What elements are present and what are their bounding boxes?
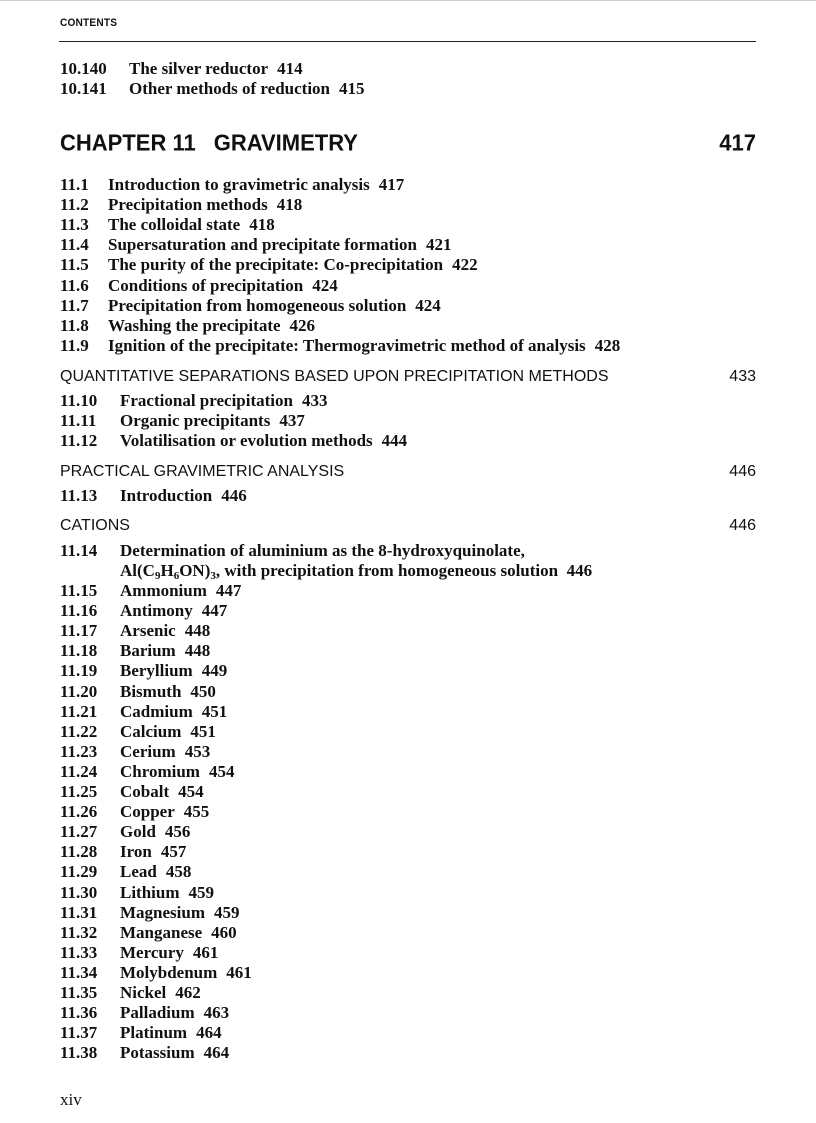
formula-part: ON) xyxy=(179,561,211,580)
entry-title: Platinum xyxy=(120,1023,188,1043)
entry-number: 11.10 xyxy=(60,391,98,410)
entry-title: The purity of the precipitate: Co-precipitation xyxy=(108,255,444,275)
entry-title: Magnesium xyxy=(120,902,205,922)
toc-entry xyxy=(60,742,210,762)
entry-page: 426 xyxy=(289,315,316,335)
toc-entry xyxy=(60,391,327,411)
entry-number: 11.13 xyxy=(60,486,98,505)
entry-page: 417 xyxy=(378,175,405,194)
entry-number: 11.36 xyxy=(60,1003,98,1023)
toc-entry xyxy=(60,1043,229,1063)
toc-entry xyxy=(60,59,303,79)
entry-number: 11.35 xyxy=(60,983,98,1002)
entry-page: 464 xyxy=(196,1023,222,1043)
entry-number: 11.27 xyxy=(60,822,98,842)
entry-page: 461 xyxy=(192,942,219,962)
section-page: 446 xyxy=(729,517,756,534)
entry-title: Lead xyxy=(120,862,157,882)
section-page: 446 xyxy=(729,463,756,480)
toc-entry xyxy=(60,963,252,983)
toc-entry xyxy=(60,702,227,722)
toc-entry xyxy=(60,903,240,923)
entry-title: Volatilisation or evolution methods xyxy=(120,431,373,451)
entry-title: Potassium xyxy=(120,1043,195,1063)
entry-title: Chromium xyxy=(120,761,200,781)
chapter-title-wrap xyxy=(60,129,358,156)
chapter-title: GRAVIMETRY xyxy=(213,129,358,156)
entry-number: 11.4 xyxy=(60,235,89,255)
formula-part: H xyxy=(160,561,174,580)
entry-page: 418 xyxy=(249,215,275,235)
entry-number: 11.2 xyxy=(60,195,89,215)
entry-page: 453 xyxy=(184,741,211,761)
entry-page: 448 xyxy=(184,641,211,661)
section-title: PRACTICAL GRAVIMETRIC ANALYSIS xyxy=(60,463,345,480)
entry-number: 11.15 xyxy=(60,581,98,600)
entry-title: Bismuth xyxy=(120,681,182,701)
entry-page: 458 xyxy=(165,862,192,882)
entry-page: 424 xyxy=(312,275,338,295)
entry-title: Palladium xyxy=(120,1003,195,1023)
entry-title: Mercury xyxy=(120,942,184,962)
toc-entry xyxy=(60,431,407,451)
toc-entry xyxy=(60,601,227,621)
toc-entry xyxy=(60,581,241,601)
entry-page: 454 xyxy=(178,782,204,801)
entry-title: The silver reductor xyxy=(129,59,269,78)
entry-number: 11.1 xyxy=(60,175,89,194)
entry-page: 447 xyxy=(215,581,242,600)
entry-page: 459 xyxy=(214,902,240,922)
toc-entry xyxy=(60,255,478,275)
entry-number: 11.25 xyxy=(60,782,98,801)
entry-page: 428 xyxy=(594,335,621,355)
toc-entry xyxy=(60,195,302,215)
entry-number: 11.21 xyxy=(60,701,98,721)
entry-page: 447 xyxy=(201,601,228,621)
entry-number: 11.29 xyxy=(60,862,98,882)
toc-entry xyxy=(60,842,186,862)
running-head: CONTENTS xyxy=(60,17,118,29)
entry-page: 448 xyxy=(184,621,211,641)
formula-sub: 6 xyxy=(173,570,180,582)
entry-title: Precipitation from homogeneous solution xyxy=(108,295,407,315)
entry-title: Introduction xyxy=(120,486,213,505)
entry-title-rest: , with precipitation from homogeneous solution xyxy=(215,561,559,580)
toc-entry xyxy=(60,486,247,506)
entry-title: Lithium xyxy=(120,882,180,902)
toc-entry xyxy=(60,682,216,702)
entry-page: 451 xyxy=(190,721,216,741)
toc-entry-11-14-line1 xyxy=(60,541,525,561)
formula-sub: 3 xyxy=(210,570,216,582)
section-title: QUANTITATIVE SEPARATIONS BASED UPON PRECIPITATION METHODS xyxy=(60,368,609,385)
entry-title: Supersaturation and precipitate formation xyxy=(108,235,417,255)
entry-page: 463 xyxy=(203,1003,230,1023)
entry-page: 422 xyxy=(452,255,478,275)
entry-title: Copper xyxy=(120,802,175,822)
entry-page: 464 xyxy=(203,1043,230,1063)
entry-page: 418 xyxy=(276,195,303,215)
entry-title: Iron xyxy=(120,842,152,862)
toc-entry xyxy=(60,983,201,1003)
toc-entry xyxy=(60,762,234,782)
entry-page: 460 xyxy=(211,922,237,942)
entry-page: 437 xyxy=(279,411,305,431)
entry-title: Barium xyxy=(120,641,176,661)
entry-number: 11.11 xyxy=(60,411,97,431)
entry-title: Other methods of reduction xyxy=(129,79,331,99)
entry-page: 456 xyxy=(164,822,191,842)
toc-entry xyxy=(60,883,214,903)
entry-title: Cerium xyxy=(120,741,176,761)
section-page: 433 xyxy=(729,368,756,385)
toc-entry xyxy=(60,1003,229,1023)
entry-page: 450 xyxy=(190,681,216,701)
entry-page: 421 xyxy=(426,235,452,255)
entry-page: 446 xyxy=(566,561,593,580)
toc-entry xyxy=(60,862,191,882)
entry-page: 457 xyxy=(160,842,187,862)
toc-entry xyxy=(60,411,305,431)
entry-number: 11.6 xyxy=(60,275,89,295)
toc-entry xyxy=(60,1023,222,1043)
entry-number: 11.24 xyxy=(60,761,98,781)
entry-title: Organic precipitants xyxy=(120,411,271,431)
section-title: CATIONS xyxy=(60,517,130,534)
entry-page: 444 xyxy=(381,431,408,451)
entry-number: 11.22 xyxy=(60,721,98,741)
entry-page: 414 xyxy=(277,59,303,78)
entry-number: 11.18 xyxy=(60,641,98,661)
entry-number: 11.19 xyxy=(60,661,98,681)
entry-number: 11.30 xyxy=(60,882,98,902)
entry-number: 11.26 xyxy=(60,802,98,822)
entry-title: Determination of aluminium as the 8-hydroxyquinolate, xyxy=(120,541,525,560)
toc-entry xyxy=(60,276,338,296)
entry-number: 11.31 xyxy=(60,902,98,922)
section-heading-cations xyxy=(60,516,756,536)
toc-entry xyxy=(60,621,210,641)
entry-page: 433 xyxy=(301,391,328,410)
formula-part: Al(C xyxy=(120,561,155,580)
chapter-label: CHAPTER 11 xyxy=(60,129,196,156)
entry-number: 11.5 xyxy=(60,255,89,275)
toc-entry xyxy=(60,722,216,742)
page-top-border xyxy=(0,0,816,1)
entry-title: Nickel xyxy=(120,983,167,1002)
section-heading-practical xyxy=(60,462,756,482)
entry-title: Arsenic xyxy=(120,621,176,641)
entry-number: 11.23 xyxy=(60,741,98,761)
entry-number: 11.20 xyxy=(60,681,98,701)
entry-number: 11.33 xyxy=(60,942,98,962)
toc-entry xyxy=(60,661,227,681)
entry-number: 10.140 xyxy=(60,59,107,78)
formula-sub: 9 xyxy=(154,570,161,582)
entry-number: 11.16 xyxy=(60,601,98,621)
entry-title: Ignition of the precipitate: Thermogravimetric method of analysis xyxy=(108,335,586,355)
entry-number: 11.8 xyxy=(60,315,89,335)
entry-number: 10.141 xyxy=(60,79,107,99)
entry-number: 11.28 xyxy=(60,842,98,862)
entry-number: 11.14 xyxy=(60,541,98,560)
entry-title: Cadmium xyxy=(120,701,193,721)
toc-entry xyxy=(60,235,452,255)
entry-page: 451 xyxy=(201,701,228,721)
entry-title: Gold xyxy=(120,822,156,842)
entry-number: 11.9 xyxy=(60,335,89,355)
toc-entry-11-14-line2 xyxy=(120,561,592,581)
entry-title: Conditions of precipitation xyxy=(108,275,304,295)
entry-title: The colloidal state xyxy=(108,215,241,235)
entry-title: Cobalt xyxy=(120,782,170,801)
entry-page: 462 xyxy=(175,983,201,1002)
entry-title: Calcium xyxy=(120,721,182,741)
toc-entry xyxy=(60,79,365,99)
toc-entry xyxy=(60,802,209,822)
entry-number: 11.32 xyxy=(60,922,98,942)
entry-page: 455 xyxy=(183,802,210,822)
toc-entry xyxy=(60,641,210,661)
chapter-page: 417 xyxy=(719,129,756,156)
section-heading-quantitative xyxy=(60,367,756,387)
entry-number: 11.3 xyxy=(60,215,89,235)
header-rule xyxy=(59,41,756,42)
entry-title: Precipitation methods xyxy=(108,195,268,215)
entry-title: Introduction to gravimetric analysis xyxy=(108,175,370,194)
entry-page: 449 xyxy=(201,661,228,681)
entry-page: 415 xyxy=(339,79,365,99)
entry-number: 11.12 xyxy=(60,431,98,451)
page-folio: xiv xyxy=(60,1090,82,1109)
entry-title: Antimony xyxy=(120,601,193,621)
entry-number: 11.17 xyxy=(60,621,98,641)
chapter-heading xyxy=(60,129,756,156)
toc-entry xyxy=(60,336,620,356)
entry-page: 459 xyxy=(188,882,215,902)
entry-page: 446 xyxy=(221,486,247,505)
entry-number: 11.7 xyxy=(60,295,89,315)
entry-page: 424 xyxy=(415,295,441,315)
entry-number: 11.37 xyxy=(60,1023,98,1043)
toc-entry xyxy=(60,782,204,802)
toc-entry xyxy=(60,923,237,943)
entry-title: Washing the precipitate xyxy=(108,315,281,335)
entry-number: 11.34 xyxy=(60,962,98,982)
entry-title: Ammonium xyxy=(120,581,207,600)
toc-entry xyxy=(60,296,441,316)
toc-entry xyxy=(60,316,315,336)
entry-title: Molybdenum xyxy=(120,962,218,982)
entry-number: 11.38 xyxy=(60,1043,98,1063)
entry-title: Beryllium xyxy=(120,661,193,681)
toc-entry xyxy=(60,822,190,842)
entry-title: Fractional precipitation xyxy=(120,391,293,410)
toc-entry xyxy=(60,175,404,195)
entry-page: 454 xyxy=(208,761,235,781)
toc-entry xyxy=(60,215,275,235)
entry-title: Manganese xyxy=(120,922,203,942)
toc-entry xyxy=(60,943,218,963)
entry-page: 461 xyxy=(226,962,252,982)
